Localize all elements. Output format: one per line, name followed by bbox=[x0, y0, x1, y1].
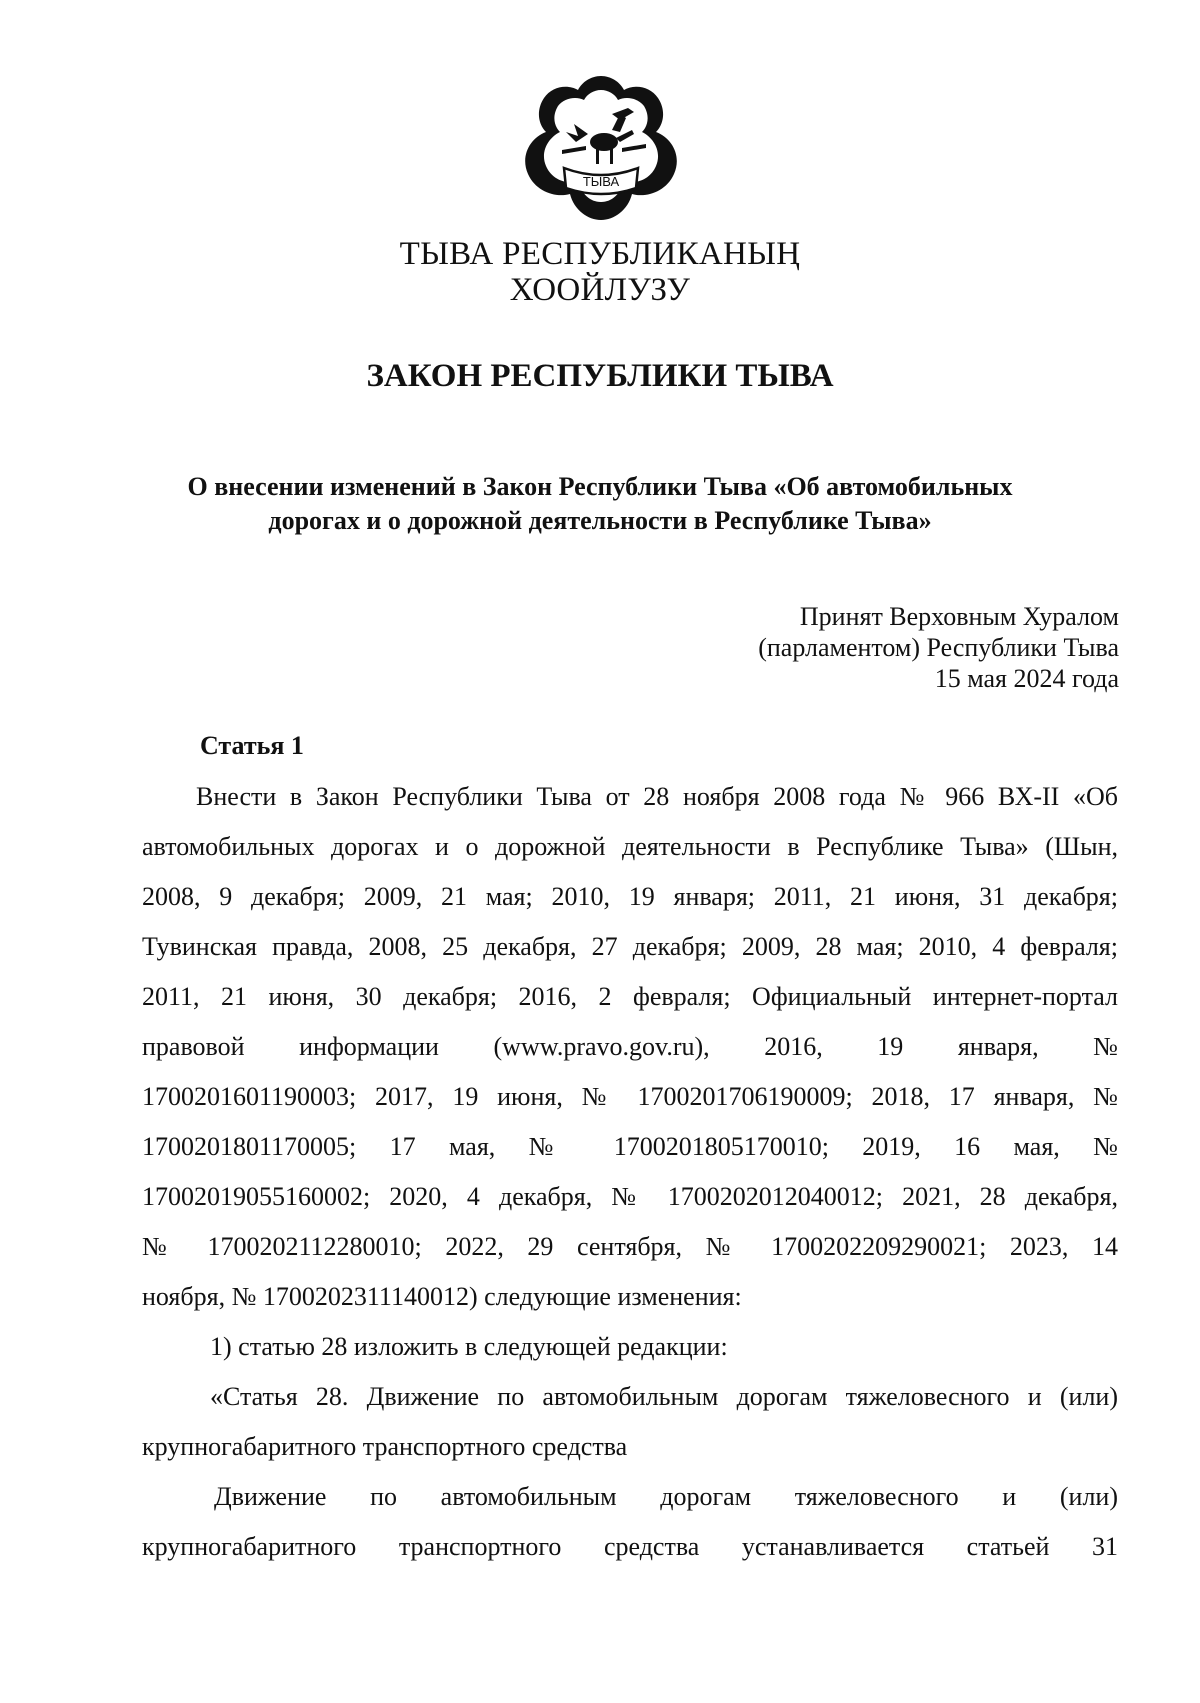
body-line: № 1700202112280010; 2022, 29 сентября, № 1700202209290021; 2023, 14 bbox=[142, 1232, 1118, 1261]
body-line: автомобильных дорогах и о дорожной деятельности в Республике Тыва» (Шын, bbox=[142, 832, 1118, 861]
adopted-line2: (парламентом) Республики Тыва bbox=[758, 633, 1119, 662]
body-line: 1700201801170005; 17 мая, № 1700201805170010; 2019, 16 мая, № bbox=[142, 1132, 1118, 1161]
body-line: правовой информации (www.pravo.gov.ru), 2016, 19 января, № bbox=[142, 1032, 1118, 1061]
body-line: Внести в Закон Республики Тыва от 28 ноября 2008 года № 966 ВХ-II «Об bbox=[196, 782, 1118, 811]
law-title-line1: О внесении изменений в Закон Республики Тыва «Об автомобильных bbox=[187, 472, 1013, 501]
body-line: ноября, № 1700202311140012) следующие изменения: bbox=[142, 1282, 742, 1311]
body-line: 17002019055160002; 2020, 4 декабря, № 1700202012040012; 2021, 28 декабря, bbox=[142, 1182, 1118, 1211]
body-line: 2011, 21 июня, 30 декабря; 2016, 2 февраля; Официальный интернет-портал bbox=[142, 982, 1118, 1011]
emblem-text: ТЫВА bbox=[582, 174, 620, 189]
adopted-line3: 15 мая 2024 года bbox=[934, 664, 1119, 693]
body-line: 2008, 9 декабря; 2009, 21 мая; 2010, 19 января; 2011, 21 июня, 31 декабря; bbox=[142, 882, 1118, 911]
law-title-line2: дорогах и о дорожной деятельности в Республике Тыва» bbox=[268, 506, 932, 535]
list-item: 1) статью 28 изложить в следующей редакции: bbox=[210, 1332, 728, 1361]
header-tuvan-line1: ТЫВА РЕСПУБЛИКАНЫҢ bbox=[399, 236, 801, 272]
tyva-emblem bbox=[516, 72, 686, 222]
body-line: Тувинская правда, 2008, 25 декабря, 27 декабря; 2009, 28 мая; 2010, 4 февраля; bbox=[142, 932, 1118, 961]
quoted-article-heading: «Статья 28. Движение по автомобильным дорогам тяжеловесного и (или) bbox=[210, 1382, 1118, 1411]
header-russian: ЗАКОН РЕСПУБЛИКИ ТЫВА bbox=[366, 358, 834, 394]
quoted-article-heading: крупногабаритного транспортного средства bbox=[142, 1432, 628, 1461]
adopted-line1: Принят Верховным Хуралом bbox=[799, 602, 1119, 631]
body-line: крупногабаритного транспортного средства устанавливается статьей 31 bbox=[142, 1532, 1118, 1561]
body-line: 1700201601190003; 2017, 19 июня, № 1700201706190009; 2018, 17 января, № bbox=[142, 1082, 1118, 1111]
header-tuvan-line2: ХООЙЛУЗУ bbox=[509, 272, 691, 308]
article-label: Статья 1 bbox=[200, 731, 304, 760]
body-line: Движение по автомобильным дорогам тяжеловесного и (или) bbox=[214, 1482, 1118, 1511]
